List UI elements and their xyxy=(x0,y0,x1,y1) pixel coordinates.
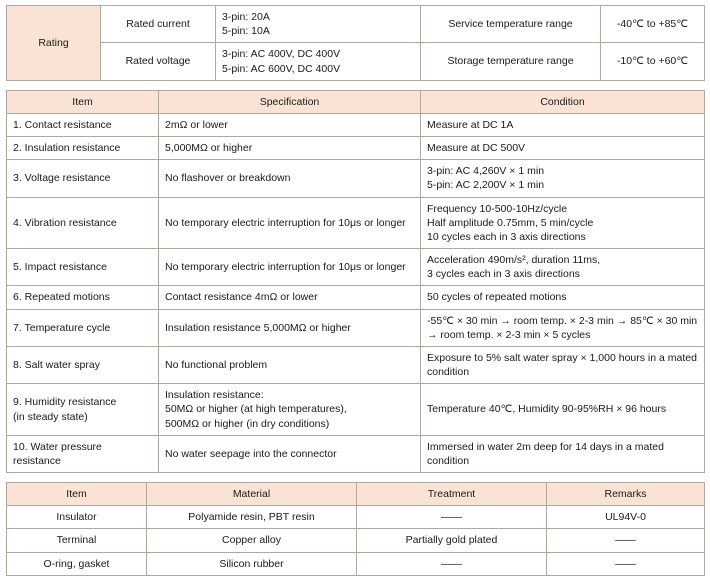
spec-item: 9. Humidity resistance (in steady state) xyxy=(7,384,159,436)
spec-condition: -55℃ × 30 min → room temp. × 2-3 min → 85℃ × 30 min → room temp. × 2-3 min × 5 cycles xyxy=(421,309,705,346)
spec-header-condition: Condition xyxy=(421,90,705,113)
spec-item: 6. Repeated motions xyxy=(7,286,159,309)
storage-temperature-range-label: Storage temperature range xyxy=(421,43,601,80)
table-row xyxy=(7,506,705,529)
storage-temperature-range-value: -10℃ to +60℃ xyxy=(601,43,705,80)
spec-item: 7. Temperature cycle xyxy=(7,309,159,346)
spec-header-specification: Specification xyxy=(159,90,421,113)
spec-item: 4. Vibration resistance xyxy=(7,197,159,249)
rated-voltage-label: Rated voltage xyxy=(101,43,216,80)
material-table xyxy=(6,482,705,576)
spec-item: 10. Water pressure resistance xyxy=(7,435,159,472)
table-spacer-2 xyxy=(6,473,704,482)
spec-item: 8. Salt water spray xyxy=(7,346,159,383)
table-row xyxy=(7,286,705,309)
spec-specification: Insulation resistance 5,000MΩ or higher xyxy=(159,309,421,346)
service-temperature-range-value: -40℃ to +85℃ xyxy=(601,6,705,43)
spec-specification: 5,000MΩ or higher xyxy=(159,137,421,160)
spec-header-item: Item xyxy=(7,90,159,113)
material-header-item: Item xyxy=(7,483,147,506)
spec-specification: Contact resistance 4mΩ or lower xyxy=(159,286,421,309)
table-row xyxy=(7,435,705,472)
table-row xyxy=(7,346,705,383)
spec-specification: No flashover or breakdown xyxy=(159,160,421,197)
service-temperature-range-label: Service temperature range xyxy=(421,6,601,43)
spec-condition: Exposure to 5% salt water spray × 1,000 hours in a mated condition xyxy=(421,346,705,383)
spec-item: 5. Impact resistance xyxy=(7,249,159,286)
table-row xyxy=(7,249,705,286)
spec-condition: 50 cycles of repeated motions xyxy=(421,286,705,309)
spec-specification: Insulation resistance: 50MΩ or higher (at high temperatures), 500MΩ or higher (in dry conditions) xyxy=(159,384,421,436)
rating-row-label: Rating xyxy=(7,6,101,81)
spec-condition: Temperature 40℃, Humidity 90-95%RH × 96 hours xyxy=(421,384,705,436)
spec-specification: 2mΩ or lower xyxy=(159,113,421,136)
material-item: Terminal xyxy=(7,529,147,552)
table-row xyxy=(7,384,705,436)
material-item: Insulator xyxy=(7,506,147,529)
table-row xyxy=(7,309,705,346)
spec-condition: Measure at DC 500V xyxy=(421,137,705,160)
rating-table xyxy=(6,5,705,81)
spec-condition: Measure at DC 1A xyxy=(421,113,705,136)
table-header-row xyxy=(7,90,705,113)
material-remarks: —— xyxy=(547,552,705,575)
material-header-treatment: Treatment xyxy=(357,483,547,506)
table-row xyxy=(7,160,705,197)
table-row xyxy=(7,552,705,575)
table-row xyxy=(7,197,705,249)
material-remarks: UL94V-0 xyxy=(547,506,705,529)
spec-specification: No temporary electric interruption for 10μs or longer xyxy=(159,249,421,286)
spec-specification: No temporary electric interruption for 10μs or longer xyxy=(159,197,421,249)
spec-specification: No water seepage into the connector xyxy=(159,435,421,472)
material-material: Silicon rubber xyxy=(147,552,357,575)
table-row xyxy=(7,137,705,160)
spec-condition: Immersed in water 2m deep for 14 days in a mated condition xyxy=(421,435,705,472)
material-remarks: —— xyxy=(547,529,705,552)
spec-item: 2. Insulation resistance xyxy=(7,137,159,160)
spec-specification: No functional problem xyxy=(159,346,421,383)
rated-current-value: 3-pin: 20A 5-pin: 10A xyxy=(216,6,421,43)
rated-current-label: Rated current xyxy=(101,6,216,43)
table-header-row xyxy=(7,483,705,506)
spec-condition: Frequency 10-500-10Hz/cycle Half amplitude 0.75mm, 5 min/cycle 10 cycles each in 3 axis directions xyxy=(421,197,705,249)
table-row xyxy=(7,43,705,80)
specification-table xyxy=(6,90,705,473)
table-spacer xyxy=(6,81,704,90)
material-material: Copper alloy xyxy=(147,529,357,552)
material-material: Polyamide resin, PBT resin xyxy=(147,506,357,529)
rated-voltage-value: 3-pin: AC 400V, DC 400V 5-pin: AC 600V, DC 400V xyxy=(216,43,421,80)
spec-condition: 3-pin: AC 4,260V × 1 min 5-pin: AC 2,200V × 1 min xyxy=(421,160,705,197)
material-treatment: —— xyxy=(357,506,547,529)
material-treatment: Partially gold plated xyxy=(357,529,547,552)
material-header-remarks: Remarks xyxy=(547,483,705,506)
table-row xyxy=(7,6,705,43)
table-row xyxy=(7,113,705,136)
spec-item: 3. Voltage resistance xyxy=(7,160,159,197)
spec-item: 1. Contact resistance xyxy=(7,113,159,136)
material-header-material: Material xyxy=(147,483,357,506)
spec-condition: Acceleration 490m/s², duration 11ms, 3 cycles each in 3 axis directions xyxy=(421,249,705,286)
material-treatment: —— xyxy=(357,552,547,575)
material-item: O-ring, gasket xyxy=(7,552,147,575)
